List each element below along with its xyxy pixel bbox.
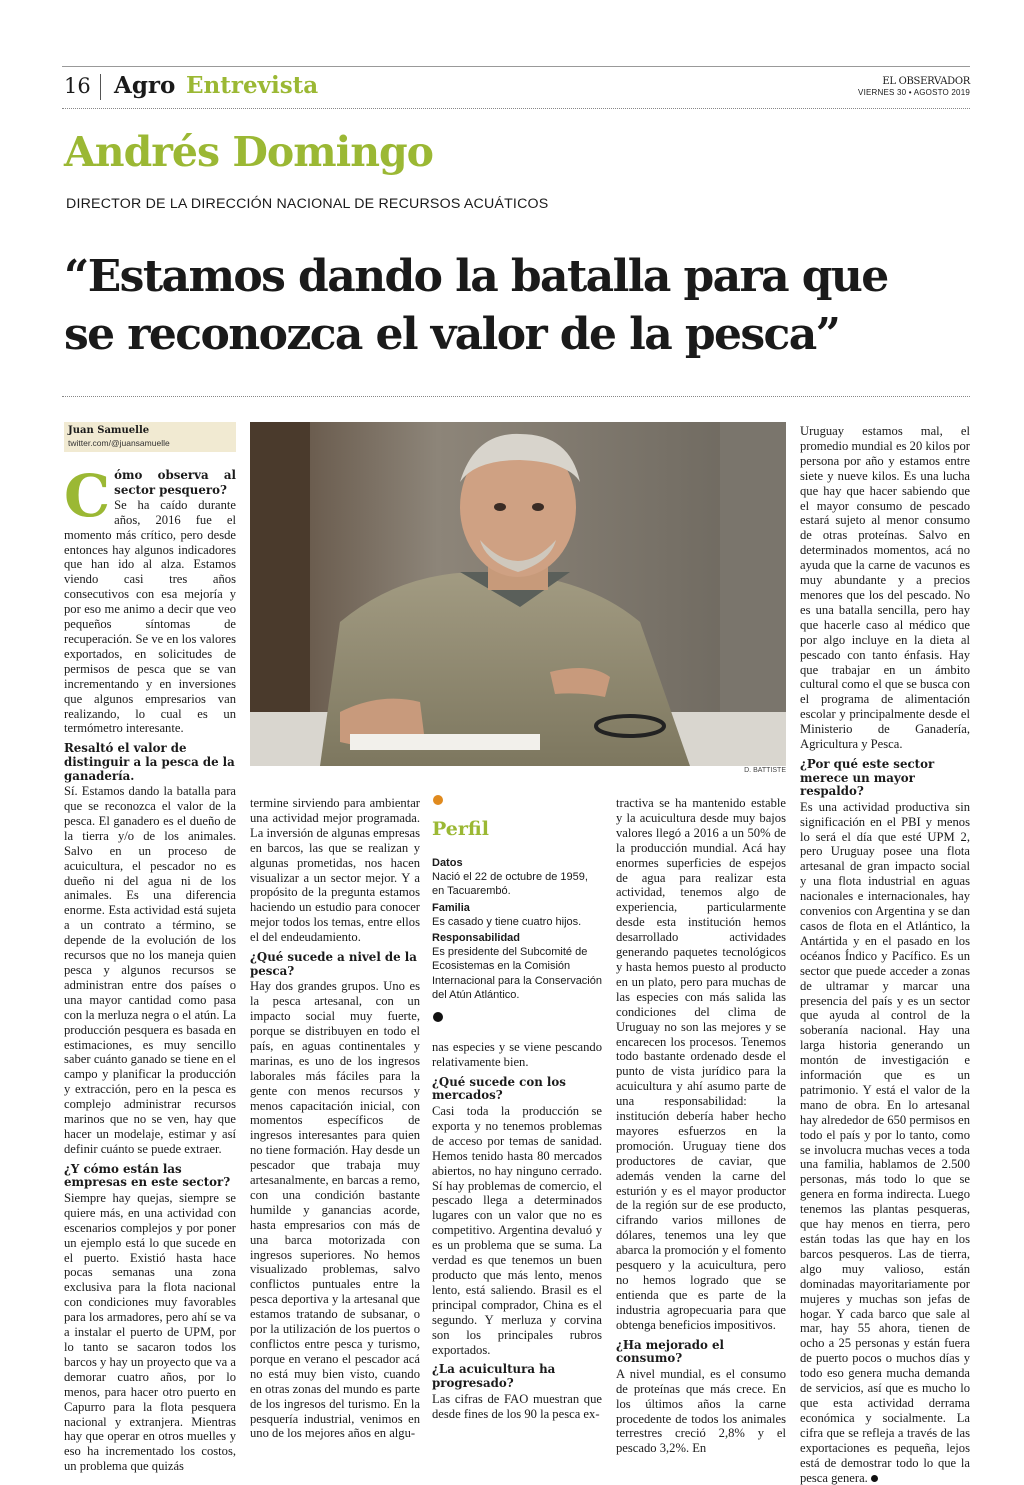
perfil-title: Perfil: [432, 818, 489, 840]
perfil-end-dot: [433, 1012, 443, 1022]
dropcap: C: [64, 462, 111, 530]
answer-6: Las cifras de FAO muestran que desde fines de los 90 la pesca ex-: [432, 1391, 602, 1421]
answer-8: Es una actividad productiva sin significación en el PBI y menos lo será el día que esté UPM 2, pero Uruguay posee una flota artesanal de gran impacto social y una flota industrial en aguas nacionales e internacionales, hay convenios con Argentina y se dan casos de flota en el Atlántico, la Antártida y en el pasado en los océanos Índico y Pacífico. Es un sector que puede acceder a zonas de ultramar y marcar una presencia del país y es un sector que ayuda al control de la soberanía nacional. Hay una larga historia generando un montón de investigación e información que es un patrimonio. Y está el valor de la mano de obra. En lo artesanal hay alrededor de 650 permisos en todo el país y por lo tanto, como se involucra muchas veces a toda una familia, hablamos de 2.500 personas, más todo lo que se genera en forma indirecta. Luego tenemos las plantas pesqueras, que hay menos en tierra, pero están todas las que hay en los barcos pesqueros. Las de tierra, algo muy valioso, están dominadas mayoritariamente por mujeres y muchas son jefas de hogar. Y cada barco que sale al mar, hay 55 ahora, tienen de ocho a 25 personas y están fuera de puerto pocos o muchos días y todo eso genera mucha demanda de servicios, así que es mucho lo que esta actividad derrama económica y socialmente. La cifra que se refleja a través de las exportaciones es pequeña, lejos está de demostrar todo lo que la pesca genera.: [800, 799, 970, 1485]
perfil-familia: Es casado y tiene cuatro hijos.: [432, 915, 582, 928]
perfil-datos: Nació el 22 de octubre de 1959, en Tacuarembó.: [432, 871, 588, 898]
article-column-1: [64, 462, 236, 1474]
photo-illustration: [250, 422, 786, 766]
col2-text-1: termine sirviendo para ambientar una actividad mejor programada. La inversión de algunas empresas en barcos, las que se realizan y algunas prometidas, nos hacen visualizar a un sector mejor. Y a propósito de la pregunta estamos haciendo un estudio para conocer mejor todos los temas, entre ellos el del endeudamiento.: [250, 796, 420, 945]
perfil-orange-dot: [433, 795, 443, 805]
byline-author: Juan Samuelle: [68, 425, 150, 436]
question-8: ¿Por qué este sector merece un mayor respaldo?: [800, 756, 935, 799]
col3-text-1: nas especies y se viene pescando relativamente bien.: [432, 1040, 602, 1069]
col5-text-1: Uruguay estamos mal, el promedio mundial es 20 kilos por persona por año y estamos entre siete y nueve kilos. Es una lucha que hay que hacer sabiendo que el mayor consumo de pescado estará sujeto al menor consumo de otras proteínas. Salvo en determinados momentos, acá no ayuda que la carne de vacunos es muy abundante y a precios menores que los del pescado. No es una batalla sencilla, pero hay que hacerle caso al médico que por algo incluye en la dieta al pescado con tanto énfasis. Hay que trabajar en un ámbito cultural como el que se busca con el programa de alimentación escolar y principalmente desde el Ministerio de Ganadería, Agricultura y Pesca.: [800, 424, 970, 752]
section-name: Agro: [114, 72, 176, 99]
question-1: ómo observa al sector pesquero?: [114, 468, 236, 497]
article-column-4: [616, 796, 786, 1456]
headline-line-2: se reconozca el valor de la pesca”: [64, 309, 840, 360]
byline-box: [64, 422, 236, 452]
question-5: ¿Qué sucede con los mercados?: [432, 1074, 566, 1103]
question-4: ¿Qué sucede a nivel de la pesca?: [250, 950, 417, 978]
answer-2: Sí. Estamos dando la batalla para que se reconozca el valor de la pesca. El ganadero es el dueño de la tierra y/o de los animales. Salvo en un proceso de acuicultura, el pescador no es dueño ni del agua ni de los animales. Es una diferencia enorme. Esta actividad está sujeta a un contrato a término, se depende de la evolución de los recursos que no los maneja quien pesca y algunos recursos se administran entre dos países o una mayor cantidad como pasa con la merluza negra o el atún. La producción pesquera es basada en estimaciones, es muy sencillo saber cuánto ganado se tiene en el campo y planificar la producción y extracción, pero en la pesca es complejo administrar recursos marinos que no se ven, hay que hacer un modelaje, estimar y así definir cuánto se puede extraer.: [64, 784, 236, 1156]
answer-7: A nivel mundial, es el consumo de proteínas que más crece. En los últimos años la carne procedente de todos los animales terrestres creció 2,8% y el pescado 3,2%. En: [616, 1366, 786, 1456]
article-column-3: [432, 1040, 602, 1421]
question-3: ¿Y cómo están las empresas en este sector?: [64, 1161, 231, 1190]
col4-text-1: tractiva se ha mantenido estable y la acuicultura desde muy bajos valores llegó a 2016 a un 50% de la producción mundial. Acá hay enormes superficies de espejos de agua para realizar esta actividad, tenemos algo de experiencia, particularmente desde esta institución hemos desarrollado actividades generando paquetes tecnológicos y hasta hemos puesto al producto en un plato, pero para muchas de las especies con más salida las condiciones del clima de Uruguay no son las mejores y se encarecen los procesos. Tenemos todo bastante ordenado desde el punto de vista jurídico para la acuicultura y ahí asumo parte de una responsabilidad: la institución debería haber hecho mayores esfuerzos en la promoción. Uruguay tiene dos productores de caviar, que además venden la carne del esturión y es el mayor productor de la región sur de ese producto, cifrando varios millones de dólares, tenemos una ley que abarca la promoción y el fomento pesquero y la acuicultura, pero no hemos logrado que se entienda que es parte de la industria agropecuaria para que obtenga beneficios impositivos.: [616, 796, 786, 1332]
header-divider: [100, 74, 101, 100]
issue-date: VIERNES 30 • AGOSTO 2019: [858, 88, 970, 97]
page-number: 16: [64, 74, 91, 98]
perfil-familia-label: Familia: [432, 901, 470, 914]
end-mark-icon: [871, 1475, 878, 1482]
masthead-logo: EL OBSERVADOR: [882, 76, 970, 87]
perfil-datos-label: Datos: [432, 857, 463, 869]
interviewee-name: Andrés Domingo: [64, 128, 434, 176]
perfil-box: [432, 854, 602, 1002]
subsection-name: Entrevista: [186, 72, 319, 99]
question-6: ¿La acuicultura ha progresado?: [432, 1362, 556, 1390]
headline-line-1: “Estamos dando la batalla para que: [64, 251, 888, 302]
question-2: Resaltó el valor de distinguir a la pesca de la ganadería.: [64, 741, 235, 783]
answer-1: Se ha caído durante años, 2016 fue el momento más crítico, pero desde entonces hay algunos indicadores que han ido al alza. Estamos viendo casi tres años consecutivos con esa mejoría y por eso me animo a decir que veo pequeños síntomas de recuperación. Se ve en los valores exportados, en solicitudes de permisos de pesca que se van incrementando y en inversiones que algunos empresarios van realizando, lo cual es un termómetro interesante.: [64, 497, 236, 736]
perfil-resp: Es presidente del Subcomité de Ecosistemas en la Comisión Internacional para la Conservación del Atún Atlántico.: [432, 946, 602, 1001]
answer-4: Hay dos grandes grupos. Uno es la pesca artesanal, con un impacto social muy fuerte, porque se distribuyen en todo el país, en aguas continentales y marinas, es uno de los ingresos laborales más fáciles para la gente con menos recursos y menos capacitación inicial, con momentos específicos de ingresos interesantes para quien no tiene formación. Hay desde un pescador que trabaja muy artesanalmente, en barcas a remo, con una condición bastante humilde y ganancias acorde, hasta empresarios con más de una barca motorizada con ingresos superiores. No hemos visualizado problemas, salvo conflictos puntuales entre la pesca deportiva y la artesanal que estamos tratando de subsanar, o por la utilización de los puertos o conflictos entre pesca y turismo, porque en verano el pescador acá no está muy bien visto, cuando en otras zonas del mundo es parte de los ingresos del turismo. En la pesquería industrial, venimos en uno de los mejores años en algu-: [250, 979, 420, 1441]
article-column-2: [250, 796, 420, 1441]
answer-3: Siempre hay quejas, siempre se quiere más, en una actividad con escenarios complejos y por poner un ejemplo está lo que sucede en el puerto. Existió hasta hace pocas semanas una zona exclusiva para la flota nacional con condiciones muy favorables para los armadores, pero ahí se va a instalar el puerto de UPM, por lo tanto se sacaron todos los barcos y hay un proyecto que va a demorar cuatro años, por lo menos, para hacer otro puerto en Capurro para la flota pesquera nacional y extranjera. Mientras hay que operar en otros muelles y eso ha incrementado los costos, un problema que quizás: [64, 1190, 236, 1474]
question-7: ¿Ha mejorado el consumo?: [616, 1337, 725, 1366]
perfil-resp-label: Responsabilidad: [432, 932, 521, 945]
photo-credit: D. BATTISTE: [744, 767, 786, 774]
headline: [64, 248, 974, 364]
interview-photo: [250, 422, 786, 766]
interviewee-role: DIRECTOR DE LA DIRECCIÓN NACIONAL DE RECURSOS ACUÁTICOS: [66, 196, 549, 212]
byline-twitter: twitter.com/@juansamuelle: [68, 438, 170, 448]
article-column-5: [800, 424, 970, 1485]
answer-5: Casi toda la producción se exporta y no tenemos problemas de acceso por temas de sanidad. Hemos tenido hasta 80 mercados abiertos, no hay ninguno cerrado. Sí hay problemas de comercio, el pescado llega a determinados lugares con un valor que no es competitivo. Argentina devaluó y es un problema que se suma. La verdad es que tenemos un buen producto que más lento, menos lento, está saliendo. Brasil es el principal comprador, China es el segundo. Y merluza y corvina son los principales rubros exportados.: [432, 1104, 602, 1357]
